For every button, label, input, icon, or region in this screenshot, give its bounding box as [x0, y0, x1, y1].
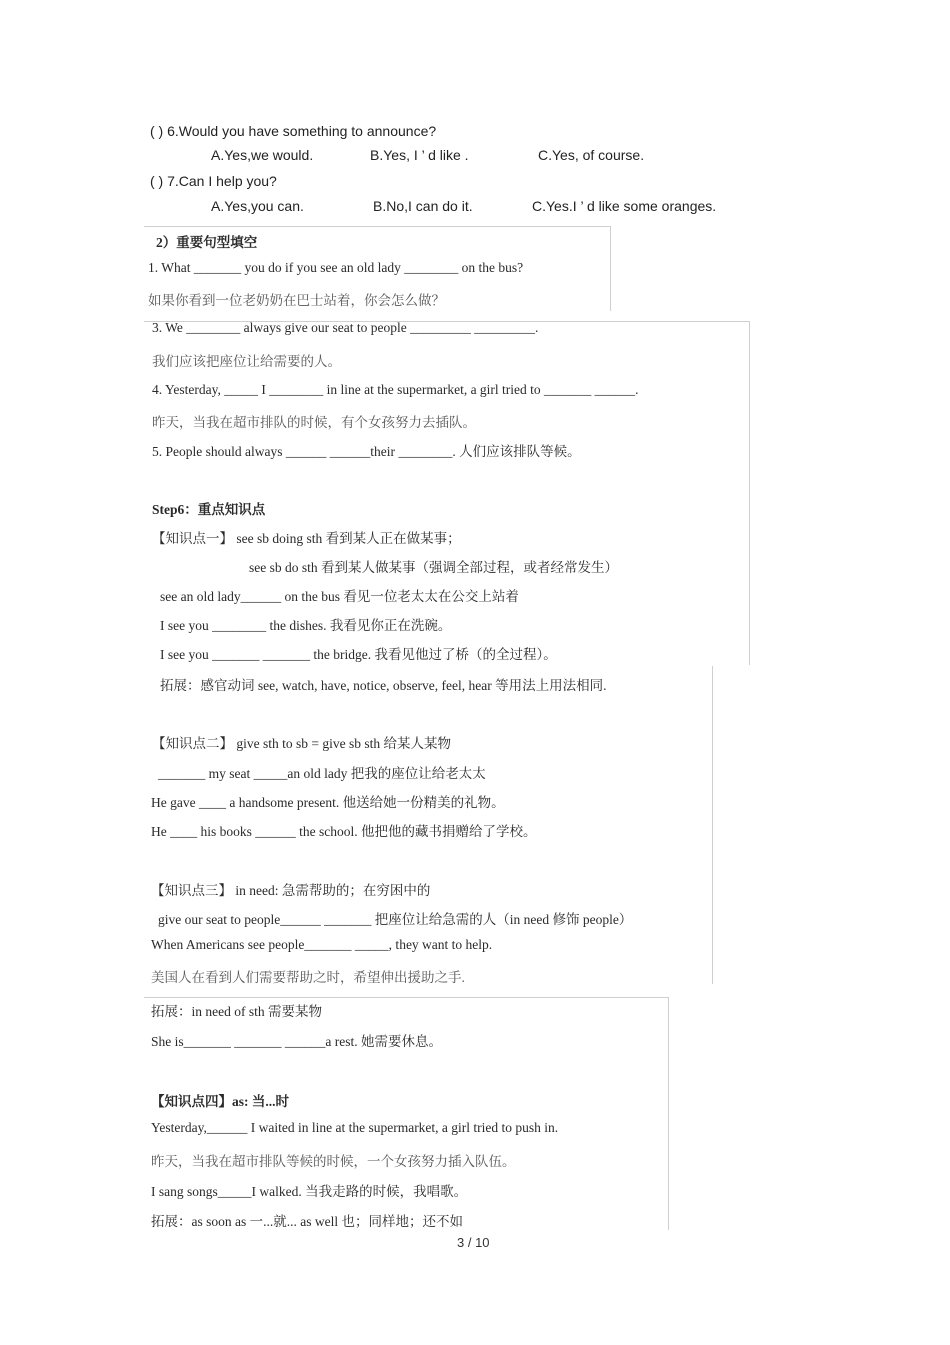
sentence-3: 3. We ________ always give our seat to people _________ _________.: [152, 320, 539, 335]
kp2-line-2: _______ my seat _____an old lady 把我的座位让给老太太: [158, 766, 486, 781]
question-6-option-b: B.Yes, I ’ d like .: [370, 147, 469, 163]
section-2-heading: 2）重要句型填空: [156, 235, 258, 250]
kp1-line-3: see an old lady______ on the bus 看见一位老太太在公交上站着: [160, 589, 519, 604]
kp3-line-3: When Americans see people_______ _____, they want to help.: [151, 937, 493, 952]
kp4-line-5: 拓展：as soon as 一...就... as well 也；同样地；还不如: [151, 1214, 463, 1229]
question-7-option-b: B.No,I can do it.: [373, 198, 473, 214]
kp3-line-4: 美国人在看到人们需要帮助之时，希望伸出援助之手.: [151, 970, 465, 985]
sentence-1-translation: 如果你看到一位老奶奶在巴士站着，你会怎么做？: [148, 293, 445, 308]
kp2-line-4: He ____ his books ______ the school. 他把他的藏书捐赠给了学校。: [151, 824, 537, 839]
question-6-option-c: C.Yes, of course.: [538, 147, 645, 163]
kp3-title: 【知识点三】 in need: 急需帮助的；在穷困中的: [151, 883, 431, 898]
kp1-line-5: I see you _______ _______ the bridge. 我看见他过了桥（的全过程）。: [160, 647, 557, 662]
sentence-3-translation: 我们应该把座位让给需要的人。: [152, 354, 341, 369]
kp2-line-3: He gave ____ a handsome present. 他送给她一份精美的礼物。: [151, 795, 505, 810]
question-7-option-a: A.Yes,you can.: [211, 198, 304, 214]
kp2-title: 【知识点二】 give sth to sb = give sb sth 给某人某物: [152, 736, 451, 751]
kp4-line-3: 昨天，当我在超市排队等候的时候，一个女孩努力插入队伍。: [151, 1154, 516, 1169]
sentence-4-translation: 昨天，当我在超市排队的时候，有个女孩努力去插队。: [152, 415, 476, 430]
step6-heading: Step6：重点知识点: [152, 502, 266, 517]
sentence-1: 1. What _______ you do if you see an old lady ________ on the bus?: [148, 260, 524, 275]
question-7: ( ) 7.Can I help you?: [150, 173, 277, 189]
kp4-line-2: Yesterday,______ I waited in line at the supermarket, a girl tried to push in.: [151, 1120, 559, 1135]
kp3-extension: 拓展：in need of sth 需要某物: [151, 1004, 322, 1019]
kp1-line-4: I see you ________ the dishes. 我看见你正在洗碗。: [160, 618, 452, 633]
kp3-line-2: give our seat to people______ _______ 把座位让给急需的人（in need 修饰 people）: [158, 912, 633, 927]
kp1-line-2: see sb do sth 看到某人做某事（强调全部过程，或者经常发生）: [249, 560, 618, 575]
kp4-title: 【知识点四】as: 当...时: [151, 1094, 289, 1109]
sentence-5: 5. People should always ______ ______their ________. 人们应该排队等候。: [152, 444, 581, 459]
kp1-extension: 拓展：感官动词 see, watch, have, notice, observe, feel, hear 等用法上用法相同.: [160, 678, 607, 693]
kp1-title: 【知识点一】 see sb doing sth 看到某人正在做某事；: [152, 531, 461, 546]
page-number: 3 / 10: [457, 1235, 490, 1250]
question-7-option-c: C.Yes.I ’ d like some oranges.: [532, 198, 717, 214]
sentence-4: 4. Yesterday, _____ I ________ in line at the supermarket, a girl tried to _______ ______.: [152, 382, 639, 397]
kp3-extension-example: She is_______ _______ ______a rest. 她需要休息。: [151, 1034, 442, 1049]
question-6: ( ) 6.Would you have something to announce?: [150, 123, 437, 139]
kp4-line-4: I sang songs_____I walked. 当我走路的时候，我唱歌。: [151, 1184, 468, 1199]
question-6-option-a: A.Yes,we would.: [211, 147, 314, 163]
